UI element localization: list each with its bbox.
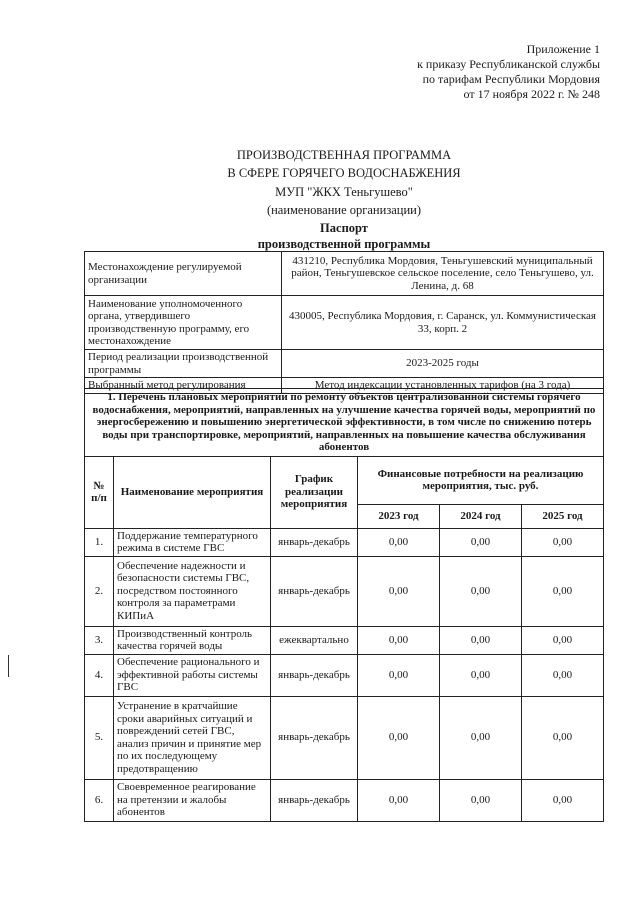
- row-schedule: январь-декабрь: [271, 779, 358, 821]
- passport-label: Местонахождение регулируемой организации: [85, 252, 282, 296]
- row-value-2025: 0,00: [521, 528, 603, 556]
- row-schedule: январь-декабрь: [271, 696, 358, 779]
- row-value-2023: 0,00: [358, 626, 440, 654]
- header-year-2024: 2024 год: [439, 504, 521, 528]
- row-value-2025: 0,00: [521, 696, 603, 779]
- row-value-2023: 0,00: [358, 696, 440, 779]
- row-value-2023: 0,00: [358, 779, 440, 821]
- row-name: Своевременное реагирование на претензии и жалобы абонентов: [114, 779, 271, 821]
- row-name: Производственный контроль качества горячей воды: [114, 626, 271, 654]
- passport-row: [85, 350, 604, 378]
- row-value-2024: 0,00: [439, 528, 521, 556]
- header-year-2023: 2023 год: [358, 504, 440, 528]
- row-value-2024: 0,00: [439, 654, 521, 696]
- row-num: 6.: [85, 779, 114, 821]
- table-row: [85, 626, 604, 654]
- row-value-2024: 0,00: [439, 626, 521, 654]
- row-schedule: январь-декабрь: [271, 654, 358, 696]
- program-title-2: В СФЕРЕ ГОРЯЧЕГО ВОДОСНАБЖЕНИЯ: [227, 166, 461, 180]
- row-schedule: январь-декабрь: [271, 556, 358, 626]
- program-title-1: ПРОИЗВОДСТВЕННАЯ ПРОГРАММА: [236, 148, 452, 162]
- appendix-line-4: от 17 ноября 2022 г. № 248: [463, 87, 600, 101]
- header-name: Наименование мероприятия: [114, 456, 271, 528]
- passport-subheading: производственной программы: [257, 237, 431, 251]
- passport-value: Метод индексации установленных тарифов (на 3 года): [282, 378, 604, 394]
- appendix-line-2: к приказу Республиканской службы: [417, 57, 600, 71]
- row-value-2023: 0,00: [358, 528, 440, 556]
- section-title: 1. Перечень плановых мероприятий по ремонту объектов централизованной системы горячего водоснабжения, мероприятий, направленных на улучшение качества горячей воды, мероприятий по энергосбережению и повышению энергетической эффективности, в том числе по снижению потерь воды при транспортировке, мероприятий, направленных на повышение качества обслуживания абонентов: [85, 389, 604, 457]
- row-value-2025: 0,00: [521, 779, 603, 821]
- row-name: Устранение в кратчайшие сроки аварийных ситуаций и повреждений сетей ГВС, анализ причин и принятие мер по их последующему предотвращению: [114, 696, 271, 779]
- row-value-2023: 0,00: [358, 556, 440, 626]
- passport-value: 431210, Республика Мордовия, Теньгушевский муниципальный район, Теньгушевское сельское поселение, село Теньгушево, ул. Ленина, д. 68: [282, 252, 604, 296]
- row-num: 1.: [85, 528, 114, 556]
- row-name: Обеспечение рационального и эффективной работы системы ГВС: [114, 654, 271, 696]
- row-name: Обеспечение надежности и безопасности системы ГВС, посредством постоянного контроля за параметрами КИПиА: [114, 556, 271, 626]
- header-year-2025: 2025 год: [521, 504, 603, 528]
- row-schedule: ежеквартально: [271, 626, 358, 654]
- passport-row: [85, 296, 604, 350]
- row-num: 3.: [85, 626, 114, 654]
- passport-label: Период реализации производственной программы: [85, 350, 282, 378]
- row-num: 5.: [85, 696, 114, 779]
- table-row: [85, 779, 604, 821]
- table-row: [85, 654, 604, 696]
- header-row: [85, 456, 604, 504]
- header-schedule: График реализации мероприятия: [271, 456, 358, 528]
- table-row: [85, 528, 604, 556]
- section-title-row: [85, 389, 604, 457]
- row-schedule: январь-декабрь: [271, 528, 358, 556]
- appendix-block: [340, 42, 600, 102]
- row-value-2024: 0,00: [439, 556, 521, 626]
- organization-note: (наименование организации): [266, 203, 422, 217]
- passport-value: 2023-2025 годы: [282, 350, 604, 378]
- passport-label: Наименование уполномоченного органа, утвердившего производственную программу, его местонахождение: [85, 296, 282, 350]
- table-row: [85, 556, 604, 626]
- passport-table: [84, 251, 604, 394]
- row-num: 4.: [85, 654, 114, 696]
- row-value-2024: 0,00: [439, 779, 521, 821]
- header-finance: Финансовые потребности на реализацию мероприятия, тыс. руб.: [358, 456, 604, 504]
- header-num: № п/п: [85, 456, 114, 528]
- activities-table: [84, 388, 604, 822]
- passport-heading: Паспорт: [320, 221, 368, 235]
- table-row: [85, 696, 604, 779]
- row-value-2024: 0,00: [439, 696, 521, 779]
- scan-margin-mark: [8, 655, 9, 677]
- row-value-2025: 0,00: [521, 556, 603, 626]
- organization-name: МУП "ЖКХ Теньгушево": [275, 185, 413, 199]
- passport-row: [85, 252, 604, 296]
- appendix-line-3: по тарифам Республики Мордовия: [422, 72, 600, 86]
- passport-value: 430005, Республика Мордовия, г. Саранск, ул. Коммунистическая 33, корп. 2: [282, 296, 604, 350]
- row-value-2023: 0,00: [358, 654, 440, 696]
- row-name: Поддержание температурного режима в системе ГВС: [114, 528, 271, 556]
- appendix-line-1: Приложение 1: [526, 42, 600, 56]
- row-value-2025: 0,00: [521, 626, 603, 654]
- row-num: 2.: [85, 556, 114, 626]
- passport-label: Выбранный метод регулирования: [85, 378, 282, 394]
- row-value-2025: 0,00: [521, 654, 603, 696]
